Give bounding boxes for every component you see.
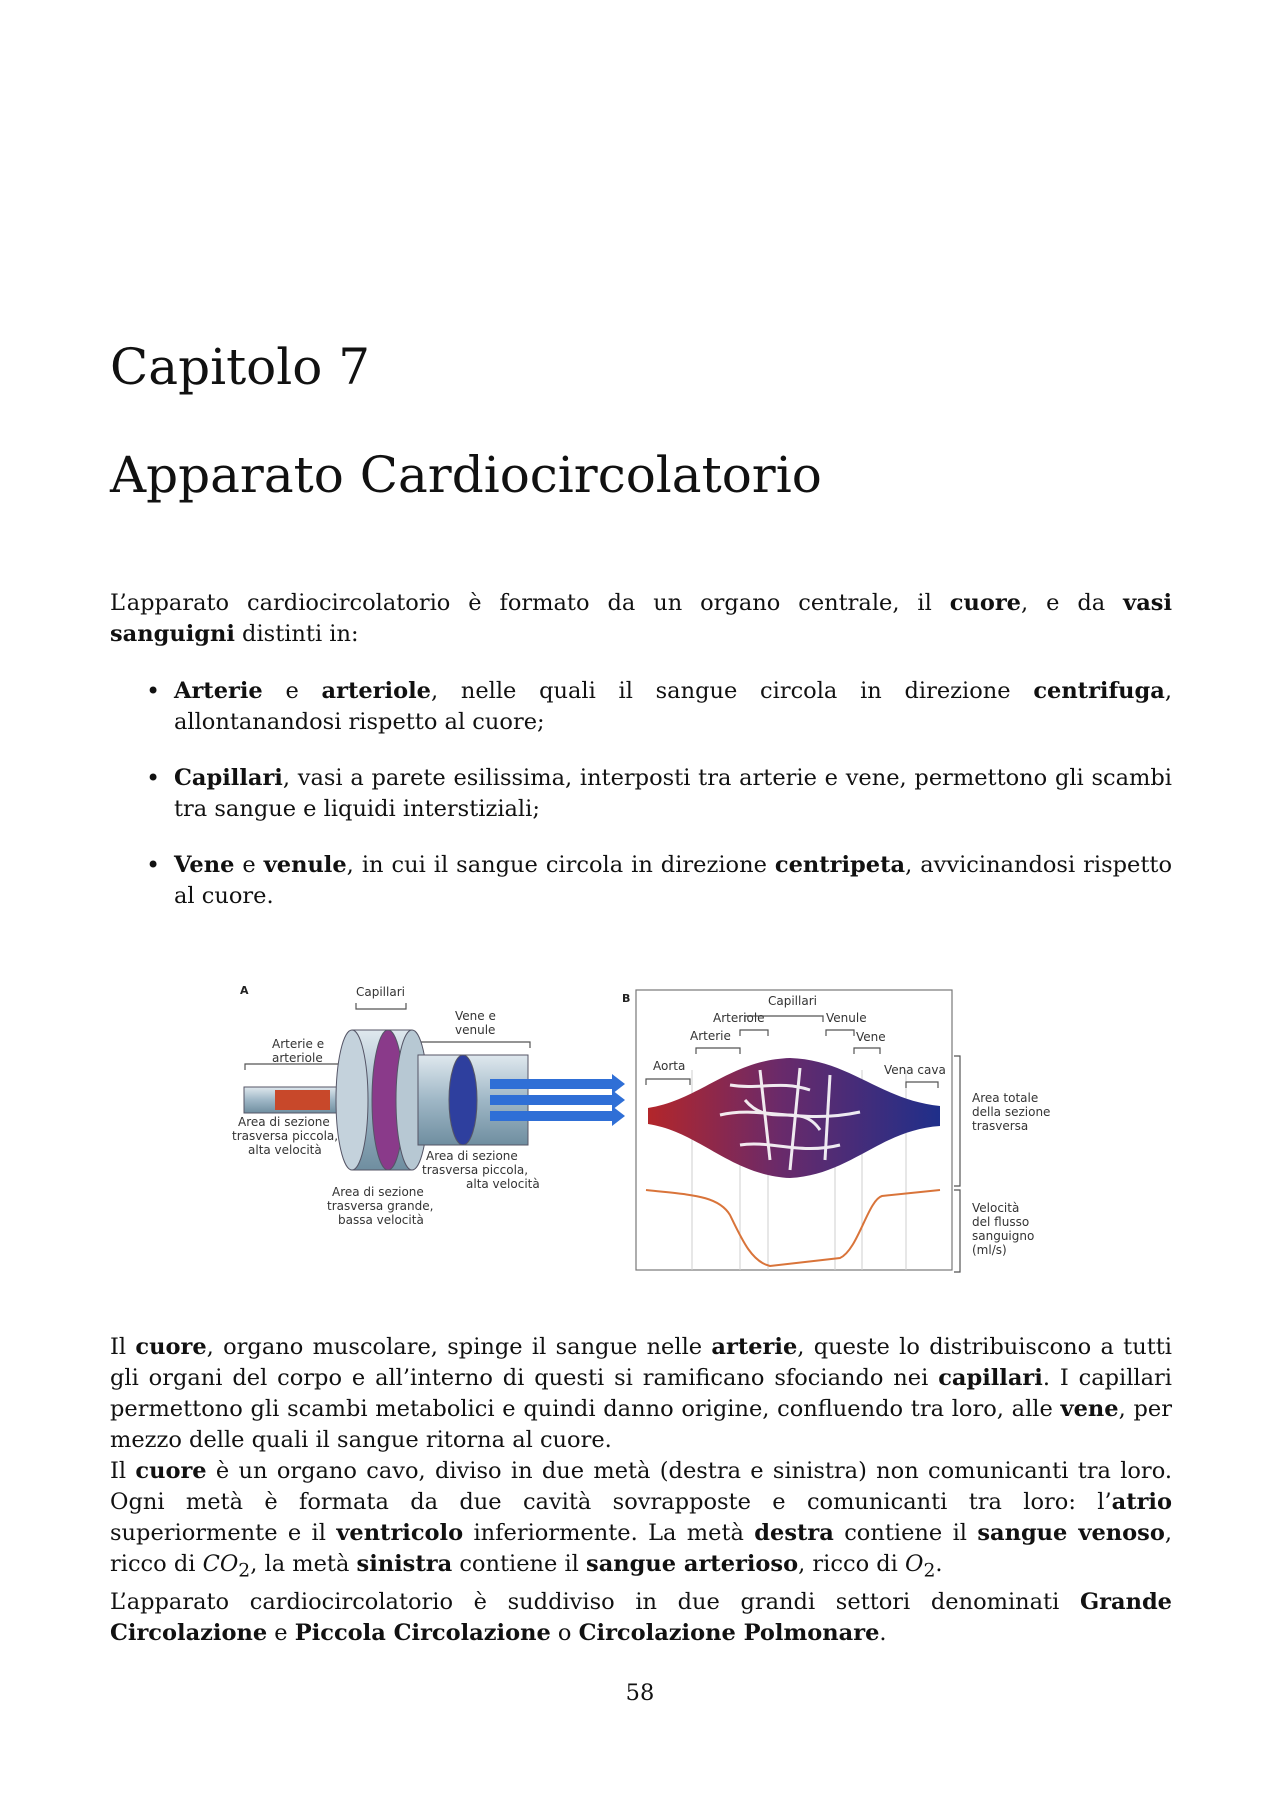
- list-item: • Vene e venule, in cui il sangue circola in direzione centripeta, avvicinandosi rispetto al cuore.: [110, 850, 1172, 912]
- body-p3: L’apparato cardiocircolatorio è suddiviso in due grandi settori denominati Grande Circolazione e Piccola Circolazione o Circolazione Polmonare.: [110, 1588, 1172, 1646]
- svg-text:trasversa piccola,: trasversa piccola,: [422, 1163, 529, 1177]
- label-venule: Venule: [826, 1011, 867, 1025]
- label-arterie-a: Arterie e: [272, 1037, 325, 1051]
- label-vene-a: Vene e: [455, 1009, 496, 1023]
- svg-text:alta velocità: alta velocità: [466, 1177, 540, 1191]
- svg-text:trasversa grande,: trasversa grande,: [327, 1199, 434, 1213]
- body-p1: Il cuore, organo muscolare, spinge il sangue nelle arterie, queste lo distribuiscono a tutti gli organi del corpo e all’interno di questi si ramificano sfociando nei capillari. I capillari permettono gli scambi metabolici e quindi danno origine, confluendo tra loro, alle vene, per mezzo delle quali il sangue ritorna al cuore.: [110, 1334, 1172, 1453]
- label-capillari-a: Capillari: [356, 985, 405, 999]
- label-big-area: Area di sezione: [332, 1185, 424, 1199]
- svg-text:trasversa: trasversa: [972, 1119, 1029, 1133]
- label-capillari-b: Capillari: [768, 994, 817, 1008]
- page-number: 58: [625, 1680, 655, 1706]
- list-item: • Capillari, vasi a parete esilissima, interposti tra arterie e vene, permettono gli scambi tra sangue e liquidi interstiziali;: [110, 763, 1172, 825]
- svg-text:del flusso: del flusso: [972, 1215, 1030, 1229]
- label-vene-b: Vene: [856, 1030, 886, 1044]
- label-arterie-b: Arterie: [690, 1029, 731, 1043]
- panel-b-letter: B: [622, 992, 631, 1005]
- chapter-number: Capitolo 7: [110, 338, 371, 396]
- svg-text:(ml/s): (ml/s): [972, 1243, 1007, 1257]
- label-area-totale: Area totale: [972, 1091, 1039, 1105]
- svg-text:trasversa piccola,: trasversa piccola,: [232, 1129, 339, 1143]
- panel-a-letter: A: [240, 984, 249, 997]
- panel-a-diagram: [232, 984, 625, 1227]
- label-vena-cava: Vena cava: [884, 1063, 946, 1077]
- intro-paragraph: L’apparato cardiocircolatorio è formato da un organo centrale, il cuore, e da vasi sanguigni distinti in:: [110, 590, 1172, 647]
- body-paragraph: [110, 1332, 1172, 1649]
- label-right-area: Area di sezione: [426, 1149, 518, 1163]
- svg-text:bassa velocità: bassa velocità: [338, 1213, 424, 1227]
- label-velocita: Velocità: [972, 1201, 1020, 1215]
- svg-text:venule: venule: [455, 1023, 496, 1037]
- label-aorta: Aorta: [653, 1059, 686, 1073]
- list-item: • Arterie e arteriole, nelle quali il sangue circola in direzione centrifuga, allontanandosi rispetto al cuore;: [110, 676, 1172, 738]
- panel-b-diagram: [622, 990, 1050, 1272]
- label-arteriole: Arteriole: [713, 1011, 765, 1025]
- svg-text:alta velocità: alta velocità: [248, 1143, 322, 1157]
- body-p2: Il cuore è un organo cavo, diviso in due metà (destra e sinistra) non comunicanti tra loro. Ogni metà è formata da due cavità sovrapposte e comunicanti tra loro: l’atrio superiormente e il ventricolo inferiormente. La metà destra contiene il sangue venoso, ricco di $CO_2$, la metà sinistra contiene il sangue arterioso, ricco di $O_2$.: [110, 1458, 1172, 1582]
- chapter-title: Apparato Cardiocircolatorio: [110, 446, 822, 504]
- flow-arrows: [490, 1074, 625, 1126]
- label-small-area: Area di sezione: [238, 1115, 330, 1129]
- svg-text:sanguigno: sanguigno: [972, 1229, 1035, 1243]
- svg-text:arteriole: arteriole: [272, 1051, 323, 1065]
- svg-text:della sezione: della sezione: [972, 1105, 1051, 1119]
